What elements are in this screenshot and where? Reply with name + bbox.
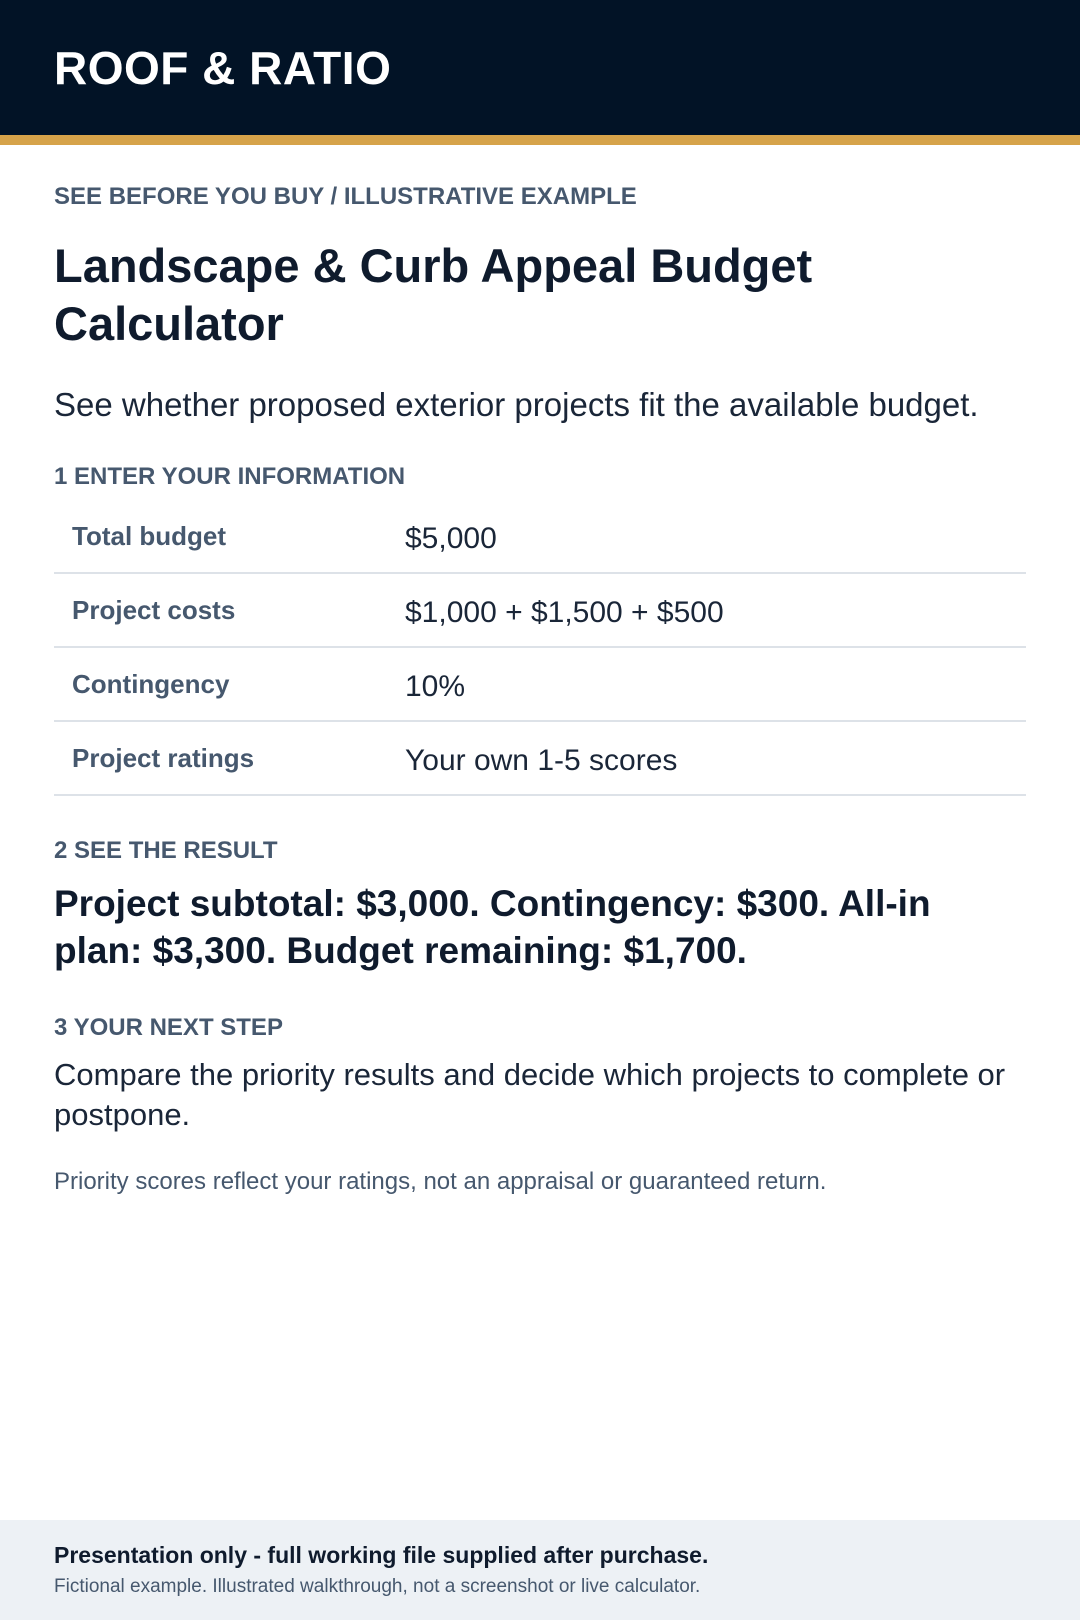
info-label: Total budget [72,521,227,551]
header-bar [0,0,1080,135]
result-summary: Project subtotal: $3,000. Contingency: $300. All-in plan: $3,300. Budget remaining: $1,700. [54,883,931,971]
info-value: Your own 1-5 scores [405,744,678,777]
page-title: Landscape & Curb Appeal Budget Calculator [54,239,813,350]
page-subtitle: See whether proposed exterior projects fit the available budget. [54,386,979,423]
info-label: Contingency [72,669,230,699]
step-1-heading: 1 ENTER YOUR INFORMATION [54,463,406,490]
disclaimer-note: Priority scores reflect your ratings, not an appraisal or guaranteed return. [54,1168,827,1195]
info-label: Project costs [72,595,236,625]
eyebrow-label: SEE BEFORE YOU BUY / ILLUSTRATIVE EXAMPLE [54,183,637,210]
info-label: Project ratings [72,743,255,773]
info-value: $5,000 [405,522,497,555]
information-table [54,500,1026,796]
footer-fineprint: Fictional example. Illustrated walkthrough, not a screenshot or live calculator. [54,1576,701,1597]
footer-notice: Presentation only - full working file supplied after purchase. [54,1542,709,1568]
step-3-heading: 3 YOUR NEXT STEP [54,1014,283,1041]
brand-logo-text: ROOF & RATIO [54,42,392,94]
info-row-project-ratings [54,722,1026,796]
header-accent-stripe [0,135,1080,145]
step-2-heading: 2 SEE THE RESULT [54,837,278,864]
info-row-contingency [54,648,1026,722]
info-value: $1,000 + $1,500 + $500 [405,596,724,629]
info-value: 10% [405,670,466,703]
info-row-total-budget [54,500,1026,574]
footer-banner [0,1520,1080,1620]
info-row-project-costs [54,574,1026,648]
next-step-text: Compare the priority results and decide which projects to complete or postpone. [54,1057,1006,1132]
